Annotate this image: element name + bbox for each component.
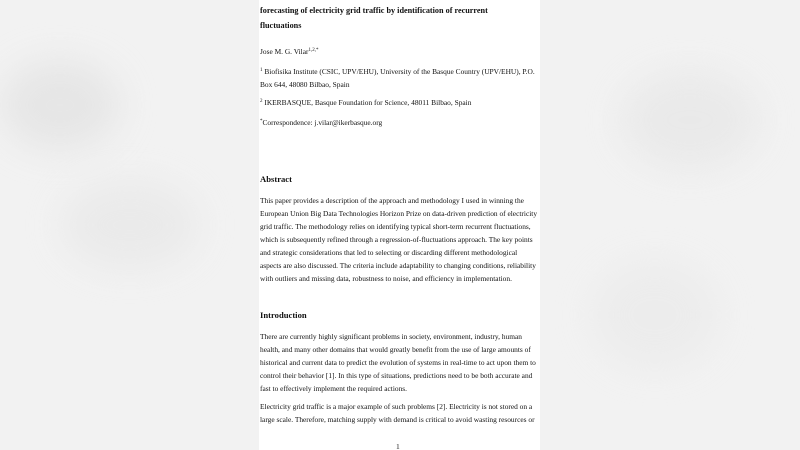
paper-title-line [260, 0, 497, 1]
background-blur-shape [590, 260, 720, 370]
abstract-line: grid traffic. The methodology relies on identifying typical short-term recurrent fluctuations, [260, 222, 531, 231]
document-page [259, 0, 540, 450]
abstract-line: aspects are also discussed. The criteria include adaptability to changing conditions, reliability [260, 261, 536, 270]
intro-paragraph-line: large scale. Therefore, matching supply with demand is critical to avoid wasting resources or [260, 415, 535, 424]
affiliation-2-text: IKERBASQUE, Basque Foundation for Science, 48011 Bilbao, Spain [264, 98, 472, 107]
author-name: Jose M. G. Vilar [260, 47, 309, 56]
intro-paragraph-line: fast to effectively implement the required actions. [260, 384, 408, 393]
paper-title-line: forecasting of electricity grid traffic by identification of recurrent [260, 6, 488, 15]
intro-paragraph-line: There are currently highly significant problems in society, environment, industry, human [260, 332, 522, 341]
abstract-line: which is subsequently refined through a regression-of-fluctuations approach. The key points [260, 235, 533, 244]
abstract-line: This paper provides a description of the approach and methodology I used in winning the [260, 196, 524, 205]
intro-paragraph-line: health, and many other domains that would greatly benefit from the use of large amounts of [260, 345, 531, 354]
affiliation-1-superscript: 1 [260, 68, 263, 73]
intro-paragraph-line: control their behavior [1]. In this type of situations, predictions need to be both accurate and [260, 371, 533, 380]
background-blur-shape [620, 70, 760, 170]
affiliation-2 [260, 98, 471, 108]
page-number: 1 [396, 442, 400, 450]
affiliation-1 [260, 67, 535, 77]
paper-title-line: fluctuations [260, 21, 302, 30]
background-blur-shape [60, 180, 200, 270]
abstract-line: European Union Big Data Technologies Horizon Prize on data-driven prediction of electricity [260, 209, 538, 218]
author-superscript: 1,2,* [308, 48, 319, 53]
introduction-heading: Introduction [260, 310, 307, 320]
abstract-line: and strategic considerations that led to selecting or discarding different methodological [260, 248, 518, 257]
affiliation-1-text: Biofisika Institute (CSIC, UPV/EHU), University of the Basque Country (UPV/EHU), P.O. [264, 67, 535, 76]
background-blur-shape [0, 60, 120, 150]
intro-paragraph-line: historical and current data to predict the evolution of systems in real-time to act upon them to [260, 358, 536, 367]
affiliation-2-superscript: 2 [260, 99, 263, 104]
intro-paragraph-line: Electricity grid traffic is a major example of such problems [2]. Electricity is not stored on a [260, 402, 533, 411]
correspondence-text: Correspondence: j.vilar@ikerbasque.org [262, 118, 383, 127]
correspondence [260, 118, 382, 128]
affiliation-1-continued: Box 644, 48080 Bilbao, Spain [260, 80, 350, 89]
author-line [260, 47, 318, 57]
abstract-line: with outliers and missing data, robustness to noise, and efficiency in implementation. [260, 274, 512, 283]
abstract-heading: Abstract [260, 174, 292, 184]
correspondence-superscript: * [260, 119, 263, 124]
